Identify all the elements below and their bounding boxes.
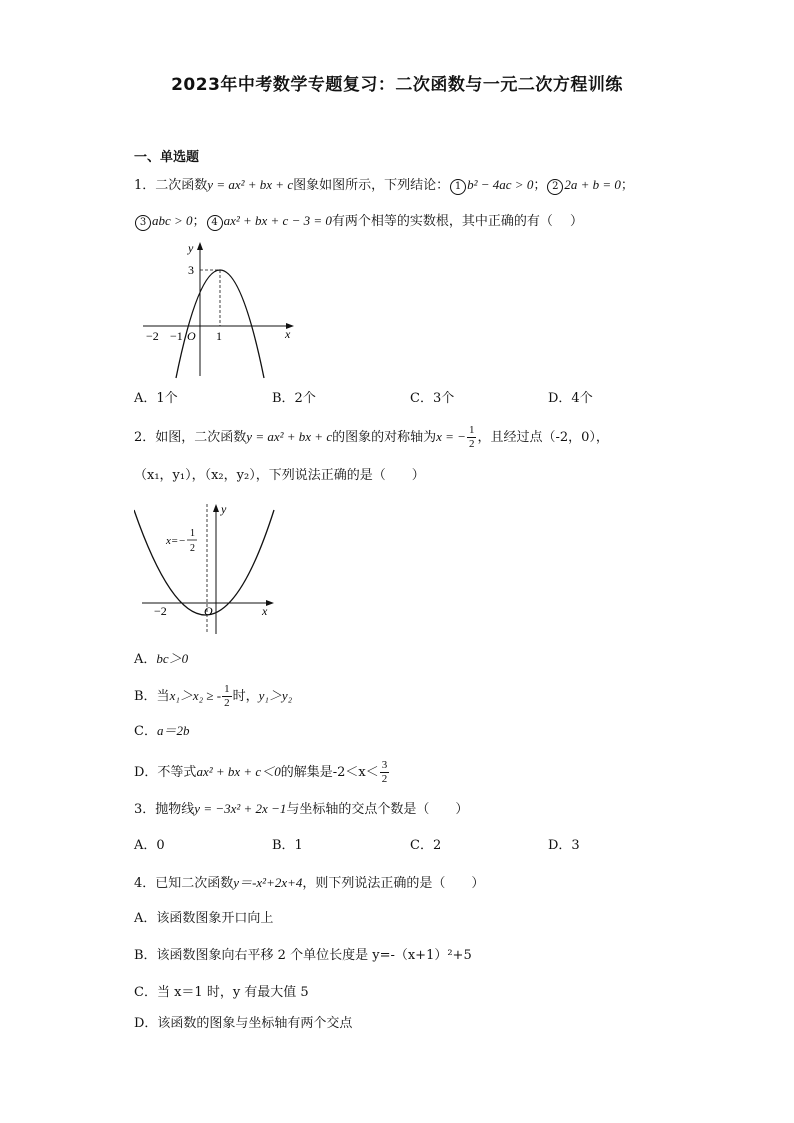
q1-conclusion-2-marker: 2 [547, 179, 563, 195]
q1-graph [138, 238, 303, 380]
q2-option-c-math: a＝2b [156, 723, 190, 738]
q4-stem [134, 874, 484, 893]
q1-option-c[interactable]: C．3个 [410, 391, 455, 406]
q1-sep-3: ； [192, 214, 206, 229]
q1-conclusion-4-marker: 4 [207, 215, 223, 231]
q2-option-b-frac-den: 2 [224, 697, 230, 709]
q3-stem [134, 800, 468, 819]
q1-conclusion-1-marker: 1 [450, 179, 466, 195]
q2-graph [134, 500, 284, 638]
q1-stem-c: 有两个相等的实数根，其中正确的有（ ） [331, 214, 584, 229]
q1-graph-y-tick: 3 [188, 263, 194, 277]
q1-option-d[interactable]: D．4个 [548, 391, 593, 406]
q1-stem-b: 图象如图所示，下列结论： [293, 178, 450, 193]
q2-stem-a: 如图，二次函数 [155, 430, 247, 445]
q3-option-a[interactable]: A．0 [134, 838, 165, 853]
q2-graph-frac-num: 1 [190, 528, 195, 539]
q2-graph-frac-den: 2 [190, 543, 195, 554]
q1-sep-1: ； [533, 178, 547, 193]
q4-stem-a: 已知二次函数 [155, 876, 234, 891]
q3-function: y = −3x² + 2x −1 [194, 801, 287, 816]
q1-graph-y-label: y [188, 241, 194, 255]
q4-number: 4． [134, 876, 156, 891]
q1-conclusion-2: 2a + b = 0 [564, 177, 621, 192]
q2-line2 [134, 467, 425, 485]
q1-conclusion-3: abc > 0 [152, 213, 193, 228]
q2-option-d-fraction [380, 759, 390, 786]
q2-graph-x-label: x [262, 604, 268, 618]
q4-stem-b: ，则下列说法正确的是（ ） [302, 876, 485, 891]
q2-option-a-math: bc＞0 [156, 651, 189, 666]
q1-graph-x-tick-neg1: −1 [170, 329, 183, 343]
q1-conclusion-4: ax² + bx + c − 3 = 0 [223, 213, 332, 228]
q2-number: 2． [134, 430, 156, 445]
q4-option-b[interactable]: B．该函数图象向右平移 2 个单位长度是 y=-（x+1）²+5 [134, 948, 472, 963]
q2-option-b-result: y₁＞y₂ [258, 688, 293, 703]
q3-stem-b: 与坐标轴的交点个数是（ ） [286, 802, 469, 817]
q3-option-c[interactable]: C．2 [410, 838, 442, 853]
q1-conclusion-3-marker: 3 [135, 215, 151, 231]
q1-sep-2: ； [620, 178, 634, 193]
q2-option-b[interactable] [134, 683, 292, 710]
q2-function: y = ax² + bx + c [246, 429, 333, 444]
q1-graph-x-label: x [285, 327, 291, 341]
section-heading: 一、单选题 [134, 150, 200, 165]
q1-conclusion-1: b² − 4ac > 0 [467, 177, 534, 192]
q2-graph-x-tick-neg2: −2 [154, 604, 167, 618]
page-title: 2023年中考数学专题复习：二次函数与一元二次方程训练 [171, 75, 623, 95]
q3-stem-a: 抛物线 [155, 802, 195, 817]
q2-option-c[interactable] [134, 722, 189, 741]
q2-line1 [134, 424, 609, 451]
q1-line2 [134, 212, 583, 231]
q2-axis-frac-num: 1 [468, 424, 475, 436]
q1-graph-x-tick-1: 1 [216, 329, 222, 343]
q2-option-c-label: C． [134, 724, 157, 739]
q1-options [134, 390, 654, 408]
q2-stem-b: 的图象的对称轴为 [332, 430, 437, 445]
q2-option-a[interactable] [134, 650, 188, 669]
q1-stem-a: 二次函数 [155, 178, 208, 193]
q2-graph-origin: O [204, 604, 213, 618]
q2-option-d-text: 的解集是-2＜x＜ [280, 765, 379, 780]
q4-option-a[interactable]: A．该函数图象开口向上 [134, 911, 274, 926]
q2-option-d-frac-den: 2 [381, 773, 388, 785]
q2-option-d-math: ax² + bx + c＜0 [196, 764, 281, 779]
q4-option-d[interactable]: D．该函数的图象与坐标轴有两个交点 [134, 1016, 353, 1031]
q2-option-a-label: A． [134, 652, 157, 667]
q2-graph-y-label: y [221, 502, 227, 516]
q2-option-d-frac-num: 3 [381, 759, 388, 771]
q2-option-d-label: D．不等式 [134, 765, 197, 780]
q3-number: 3． [134, 802, 156, 817]
q2-option-b-text: 时， [232, 689, 259, 704]
q2-axis-fraction [467, 424, 477, 451]
q1-option-a[interactable]: A．1个 [134, 391, 178, 406]
q2-option-b-fraction [222, 683, 232, 710]
q2-option-b-frac-num: 1 [224, 683, 230, 695]
q2-stem-c: ，且经过点（-2，0）， [477, 430, 609, 445]
q4-option-c[interactable]: C．当 x＝1 时，y 有最大值 5 [134, 985, 309, 1000]
q2-graph-axis-label: x=− [166, 535, 186, 547]
q2-option-d[interactable] [134, 759, 390, 786]
q2-option-b-label: B．当 [134, 689, 170, 704]
q1-graph-origin: O [187, 329, 196, 343]
q2-axis-lhs: x = − [436, 429, 466, 444]
q1-graph-x-tick-neg2: −2 [146, 329, 159, 343]
q3-option-d[interactable]: D．3 [548, 838, 580, 853]
q4-function: y＝-x²+2x+4 [233, 875, 303, 890]
q1-number: 1． [134, 178, 156, 193]
q2-points-text: （x₁，y₁），（x₂，y₂），下列说法正确的是（ ） [134, 468, 425, 483]
q1-line1 [134, 176, 634, 195]
q3-option-b[interactable]: B．1 [272, 838, 303, 853]
q3-options [134, 837, 654, 855]
q2-option-b-math: x₁＞x₂ ≥ - [169, 688, 222, 703]
q2-axis-frac-den: 2 [468, 438, 475, 450]
q1-function: y = ax² + bx + c [207, 177, 294, 192]
q1-option-b[interactable]: B．2个 [272, 391, 316, 406]
